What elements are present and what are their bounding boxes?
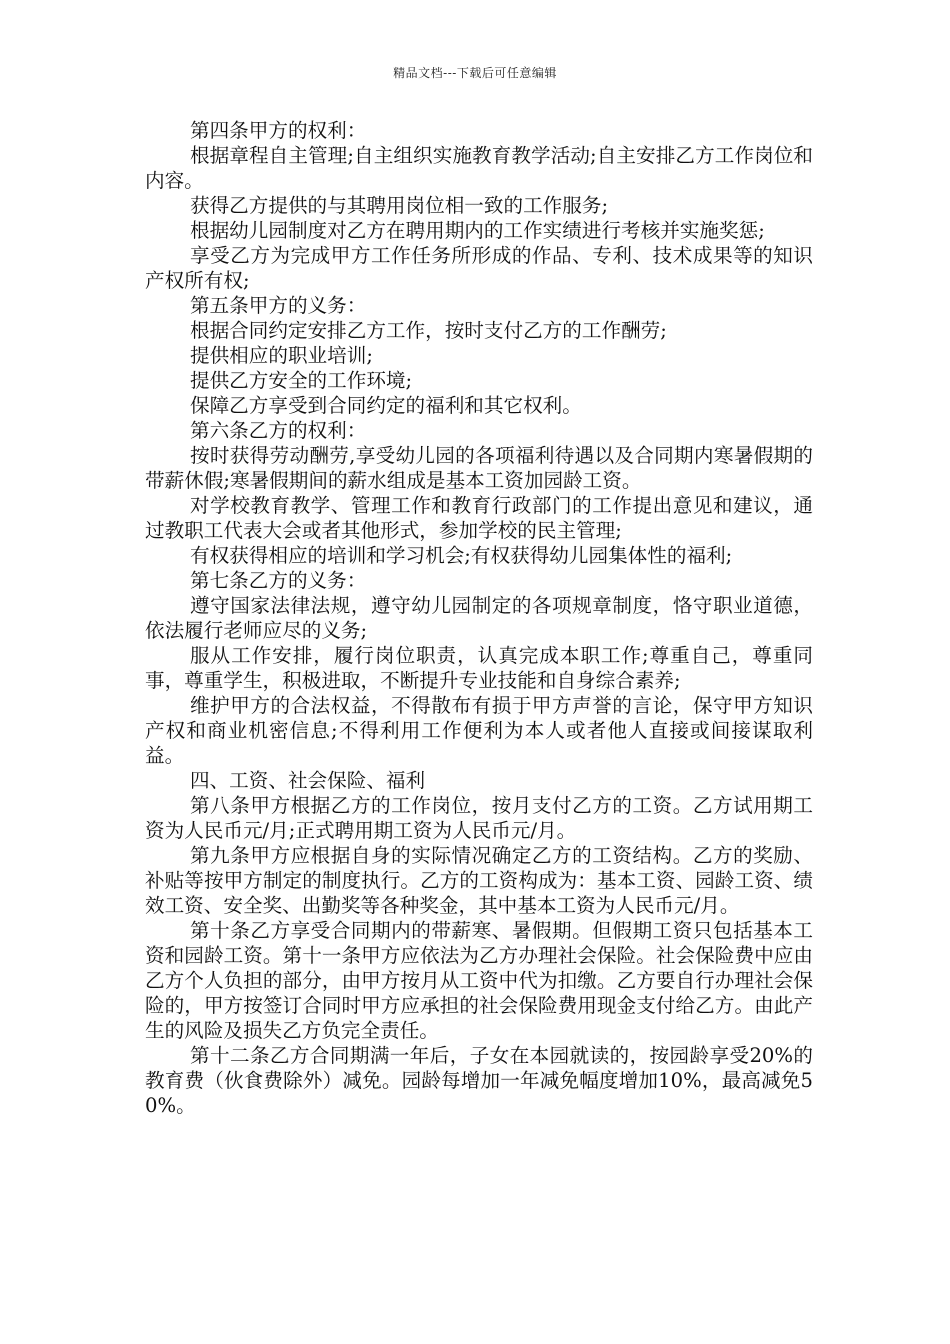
paragraph: 第九条甲方应根据自身的实际情况确定乙方的工资结构。乙方的奖励、补贴等按甲方制定的制度执行。乙方的工资构成为：基本工资、园龄工资、绩效工资、安全奖、出勤奖等各种奖金，其中基本工资为人民币元/月。 [145,844,813,917]
article-7-heading: 第七条乙方的义务： [190,569,367,592]
article-5-heading: 第五条甲方的义务： [190,294,367,317]
paragraph: 有权获得相应的培训和学习机会;有权获得幼儿园集体性的福利; [190,544,733,567]
page-header: 精品文档---下载后可任意编辑 [393,66,557,80]
paragraph: 服从工作安排，履行岗位职责，认真完成本职工作;尊重自己，尊重同事，尊重学生，积极进取，不断提升专业技能和自身综合素养; [145,644,813,692]
paragraph: 获得乙方提供的与其聘用岗位相一致的工作服务; [190,194,609,217]
paragraph: 按时获得劳动酬劳,享受幼儿园的各项福利待遇以及合同期内寒暑假期的带薪休假;寒暑假期间的薪水组成是基本工资加园龄工资。 [145,444,813,492]
paragraph: 提供相应的职业培训; [190,344,373,367]
section-4-heading: 四、工资、社会保险、福利 [190,769,426,792]
paragraph: 第十二条乙方合同期满一年后，子女在本园就读的，按园龄享受20%的教育费（伙食费除外）减免。园龄每增加一年减免幅度增加10%，最高减免50%。 [145,1044,813,1117]
paragraph: 根据幼儿园制度对乙方在聘用期内的工作实绩进行考核并实施奖惩; [190,219,765,242]
paragraph: 享受乙方为完成甲方工作任务所形成的作品、专利、技术成果等的知识产权所有权; [145,244,813,292]
paragraph: 根据合同约定安排乙方工作，按时支付乙方的工作酬劳; [190,319,667,342]
paragraph: 维护甲方的合法权益，不得散布有损于甲方声誉的言论，保守甲方知识产权和商业机密信息;不得利用工作便利为本人或者他人直接或间接谋取利益。 [145,694,813,767]
paragraph: 根据章程自主管理;自主组织实施教育教学活动;自主安排乙方工作岗位和内容。 [145,144,813,192]
article-4-heading: 第四条甲方的权利： [190,119,367,142]
paragraph: 对学校教育教学、管理工作和教育行政部门的工作提出意见和建议，通过教职工代表大会或者其他形式，参加学校的民主管理; [145,494,813,542]
paragraph: 遵守国家法律法规，遵守幼儿园制定的各项规章制度，恪守职业道德，依法履行老师应尽的义务; [145,594,813,642]
paragraph: 第八条甲方根据乙方的工作岗位，按月支付乙方的工资。乙方试用期工资为人民币元/月;正式聘用期工资为人民币元/月。 [145,794,813,842]
paragraph: 保障乙方享受到合同约定的福利和其它权利。 [190,394,582,417]
article-6-heading: 第六条乙方的权利： [190,419,367,442]
document-body [145,118,813,1118]
paragraph: 第十条乙方享受合同期内的带薪寒、暑假期。但假期工资只包括基本工资和园龄工资。第十一条甲方应依法为乙方办理社会保险。社会保险费中应由乙方个人负担的部分，由甲方按月从工资中代为扣缴。乙方要自行办理社会保险的，甲方按签订合同时甲方应承担的社会保险费用现金支付给乙方。由此产生的风险及损失乙方负完全责任。 [145,919,813,1042]
paragraph: 提供乙方安全的工作环境; [190,369,413,392]
